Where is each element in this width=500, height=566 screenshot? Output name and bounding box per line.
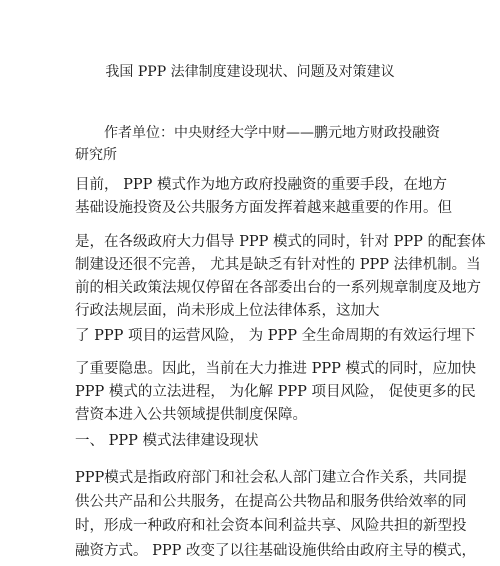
paragraph-line: 目前， PPP 模式作为地方政府投融资的重要手段，在地方 — [75, 177, 447, 193]
paragraph-line: 时，形成一种政府和社会资本间利益共享、风险共担的新型投 — [75, 518, 467, 534]
paragraph-line: PPP 模式的立法进程， 为化解 PPP 项目风险， 促使更多的民 — [75, 384, 476, 400]
paragraph-line: 了重要隐患。因此，当前在大力推进 PPP 模式的同时，应加快 — [75, 361, 476, 377]
paragraph-line: 制建设还很不完善， 尤其是缺乏有针对性的 PPP 法律机制。当 — [75, 257, 481, 273]
paragraph-line: 行政法规层面，尚未形成上位法律体系，这加大 — [75, 303, 380, 319]
paragraph-line: 前的相关政策法规仅停留在各部委出台的一系列规章制度及地方 — [75, 280, 481, 296]
paragraph-line: 供公共产品和公共服务，在提高公共物品和服务供给效率的同 — [75, 494, 467, 510]
paragraph-line: 营资本进入公共领域提供制度保障。 — [75, 407, 307, 423]
author-line: 作者单位：中央财经大学中财——鹏元地方财政投融资 — [104, 125, 440, 141]
paragraph-line: 是，在各级政府大力倡导 PPP 模式的同时，针对 PPP 的配套体 — [75, 234, 486, 250]
author-line-continued: 研究所 — [75, 147, 117, 163]
paragraph-line: 融资方式。 PPP 改变了以往基础设施供给由政府主导的模式， — [75, 543, 476, 559]
paragraph-line: 基础设施投资及公共服务方面发挥着越来越重要的作用。但 — [75, 200, 452, 216]
document-title: 我国 PPP 法律制度建设现状、问题及对策建议 — [105, 64, 395, 80]
paragraph-line: PPP模式是指政府部门和社会私人部门建立合作关系，共同提 — [75, 470, 467, 486]
paragraph-line: 了 PPP 项目的运营风险， 为 PPP 全生命周期的有效运行埋下 — [75, 328, 476, 344]
section-heading: 一、 PPP 模式法律建设现状 — [75, 433, 259, 449]
